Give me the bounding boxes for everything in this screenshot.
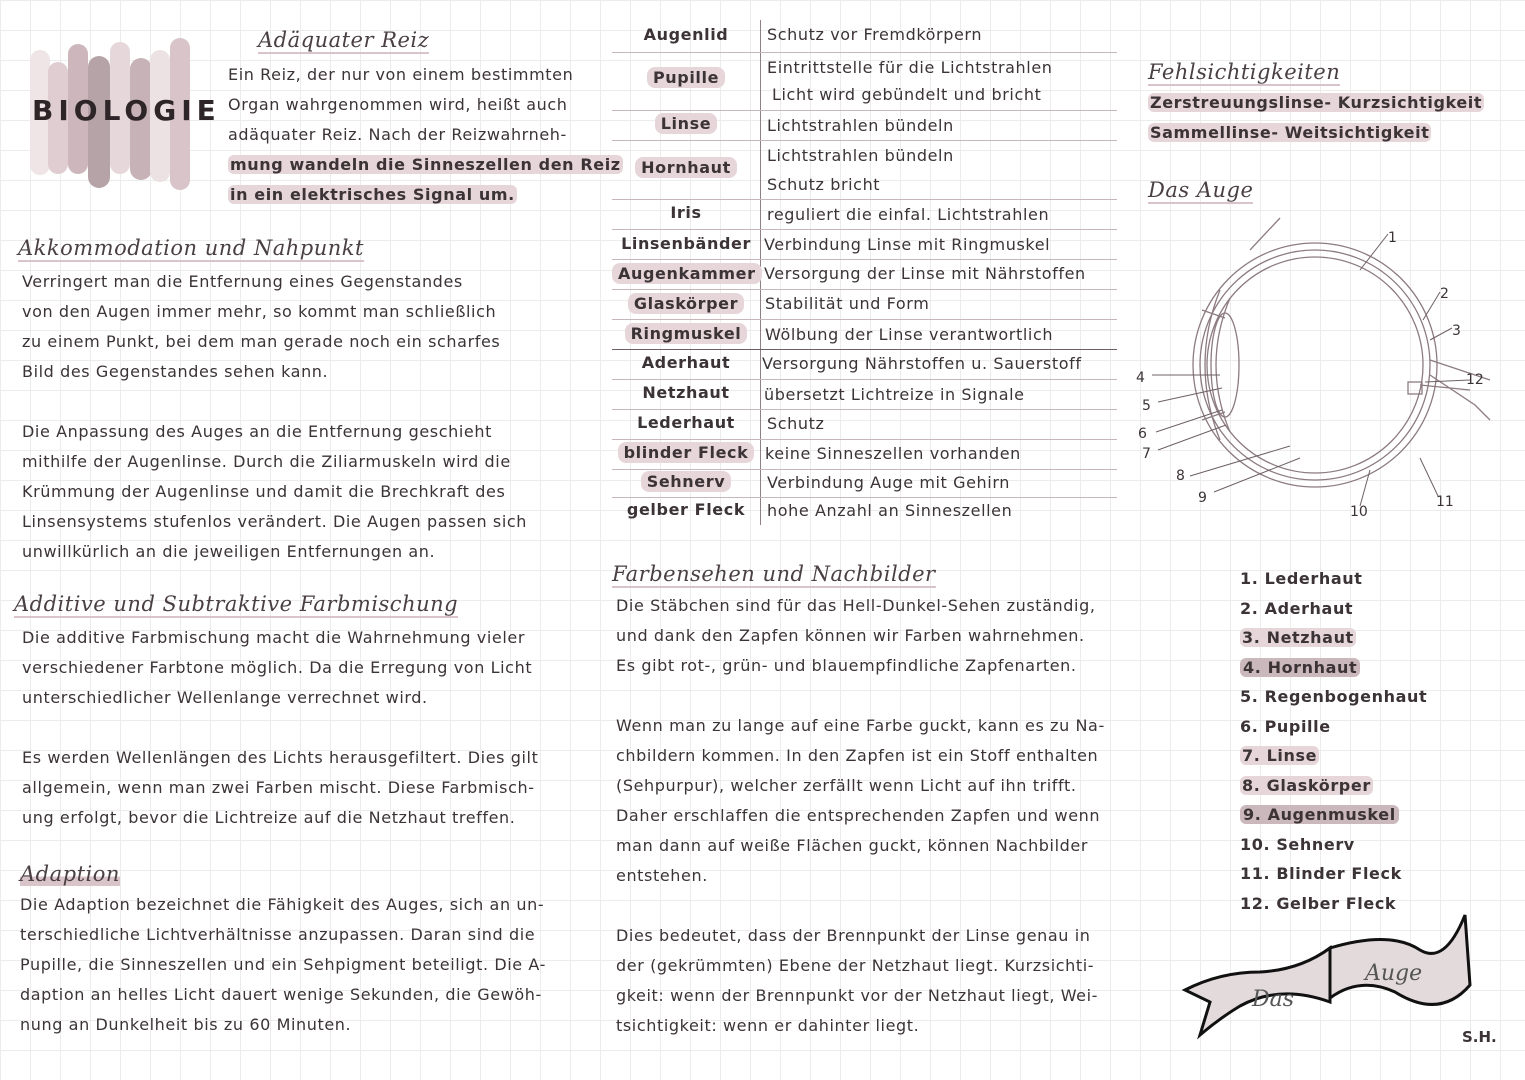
table-row: Ringmuskel Wölbung der Linse verantwortlich xyxy=(612,319,1117,350)
farbmischung-heading: Additive und Subtraktive Farbmischung xyxy=(14,592,459,616)
legend-item: 8. Glaskörper xyxy=(1242,775,1371,795)
adaption-heading: Adaption xyxy=(20,862,120,886)
legend-item: 2. Aderhaut xyxy=(1240,598,1354,618)
table-row: Lederhaut Schutz xyxy=(612,409,1117,440)
fehlsicht-heading: Fehlsichtigkeiten xyxy=(1148,60,1341,84)
legend-item: 10. Sehnerv xyxy=(1240,834,1355,854)
legend-item: 3. Netzhaut xyxy=(1242,628,1354,647)
diagram-number: 6 xyxy=(1138,426,1147,442)
eye-diagram xyxy=(1130,210,1510,530)
signature: S.H. xyxy=(1462,1028,1497,1046)
table-row: Linsenbänder Verbindung Linse mit Ringmuskel xyxy=(612,229,1117,260)
table-row: blinder Fleck keine Sinneszellen vorhanden xyxy=(612,439,1117,470)
table-row: Augenlid Schutz vor Fremdkörpern xyxy=(612,20,1117,53)
legend-item: 7. Linse xyxy=(1242,746,1318,765)
table-row: gelber Fleck hohe Anzahl an Sinneszellen xyxy=(626,500,1013,520)
farbmischung-text: Die additive Farbmischung macht die Wahrnehmung vieler verschiedener Farbtone möglich. Da die Erregung von Licht unterschiedlicher Wellenlange verrechnet wird. Es werden Wellenlängen des Lichts herausgefiltert. Dies gilt allgemein, wenn man zwei Farben mischt. Diese Farbmisch- ung erfolgt, bevor die Lichtreize auf die Netzhaut treffen. xyxy=(22,628,539,827)
diagram-number: 2 xyxy=(1440,286,1449,302)
legend-item: 9. Augenmuskel xyxy=(1240,800,1427,830)
diagram-number: 1 xyxy=(1388,230,1397,246)
table-row: Hornhaut Lichtstrahlen bündeln Schutz bricht xyxy=(612,140,1117,200)
adaequat-heading: Adäquater Reiz xyxy=(258,28,430,52)
adaequat-text: Ein Reiz, der nur von einem bestimmten Organ wahrgenommen wird, heißt auch adäquater Reiz. Nach der Reizwahrneh- mung wandeln die Sinneszellen den Reiz in ein elektrisches Signal um. xyxy=(228,65,621,204)
diagram-number: 7 xyxy=(1142,446,1151,462)
legend-item: 11. Blinder Fleck xyxy=(1240,864,1402,883)
legend-item: 12. Gelber Fleck xyxy=(1240,893,1397,913)
akkommodation-text: Verringert man die Entfernung eines Gegenstandes von den Augen immer mehr, so kommt man schließlich zu einem Punkt, bei dem man gerade noch ein scharfes Bild des Gegenstandes sehen kann. Die Anpassung des Auges an die Entfernung geschieht mithilfe der Augenlinse. Durch die Ziliarmuskeln wird die Krümmung der Augenlinse und damit die Brechkraft des Linsensystems stufenlos verändert. Die Augen passen sich unwillkürlich an die jeweiligen Entfernungen an. xyxy=(22,272,527,561)
table-row: Linse Lichtstrahlen bündeln xyxy=(612,110,1117,141)
legend-item: 5. Regenbogenhaut xyxy=(1240,687,1428,706)
diagram-number: 3 xyxy=(1452,323,1461,339)
diagram-number: 10 xyxy=(1350,504,1368,520)
diagram-heading: Das Auge xyxy=(1148,178,1254,202)
legend-item: 6. Pupille xyxy=(1240,716,1331,736)
table-row: Sehnerv Verbindung Auge mit Gehirn xyxy=(612,469,1117,498)
farbensehen-text: Die Stäbchen sind für das Hell-Dunkel-Sehen zuständig, und dank den Zapfen können wir Farben wahrnehmen. Es gibt rot-, grün- und blauempfindliche Zapfenarten. Wenn man zu lange auf eine Farbe guckt, kann es zu Na- chbildern kommen. In den Zapfen ist ein Stoff enthalten (Sehpurpur), welcher zerfällt wenn Licht auf ihn trifft. Daher erschlaffen die entsprechenden Zapfen und wenn man dann auf weiße Flächen guckt, können Nachbilder entstehen. Dies bedeutet, dass der Brennpunkt der Linse genau in der (gekrümmten) Ebene der Netzhaut liegt. Kurzsichti- gkeit: wenn der Brennpunkt vor der Netzhaut liegt, Wei- tsichtigkeit: wenn er dahinter liegt. xyxy=(616,596,1105,1035)
table-row: Pupille Eintrittstelle für die Lichtstrahlen Licht wird gebündelt und bricht xyxy=(612,52,1117,111)
diagram-legend xyxy=(1240,564,1427,918)
page-title: BIOLOGIE xyxy=(32,94,221,127)
table-row: Netzhaut übersetzt Lichtreize in Signale xyxy=(612,379,1117,410)
table-row: Aderhaut Versorgung Nährstoffen u. Sauerstoff xyxy=(612,349,1117,380)
diagram-number: 11 xyxy=(1436,494,1454,510)
diagram-number: 9 xyxy=(1198,490,1207,506)
diagram-number: 8 xyxy=(1176,468,1185,484)
ribbon-banner xyxy=(1180,910,1480,1040)
fehlsicht-text: Zerstreuungslinse- Kurzsichtigkeit Sammellinse- Weitsichtigkeit xyxy=(1150,93,1483,142)
diagram-number: 12 xyxy=(1466,372,1484,388)
table-row: Glaskörper Stabilität und Form xyxy=(612,289,1117,320)
farbensehen-heading: Farbensehen und Nachbilder xyxy=(612,562,936,586)
banner-right-text: Auge xyxy=(1365,961,1423,986)
legend-item: 1. Lederhaut xyxy=(1240,569,1363,588)
legend-item: 4. Hornhaut xyxy=(1240,653,1427,683)
table-row: Augenkammer Versorgung der Linse mit Nährstoffen xyxy=(612,259,1117,290)
diagram-number: 4 xyxy=(1136,370,1145,386)
akkommodation-heading: Akkommodation und Nahpunkt xyxy=(18,236,364,260)
banner-left-text: Das xyxy=(1252,987,1295,1012)
diagram-number: 5 xyxy=(1142,398,1151,414)
adaption-text: Die Adaption bezeichnet die Fähigkeit des Auges, sich an un- terschiedliche Lichtverhältnisse anzupassen. Daran sind die Pupille, die Sinneszellen und ein Sehpigment beteiligt. Die A- daption an helles Licht dauert wenige Sekunden, die Gewöh- nung an Dunkelheit bis zu 60 Minuten. xyxy=(20,895,546,1034)
table-row: Iris reguliert die einfal. Lichtstrahlen xyxy=(612,199,1117,230)
